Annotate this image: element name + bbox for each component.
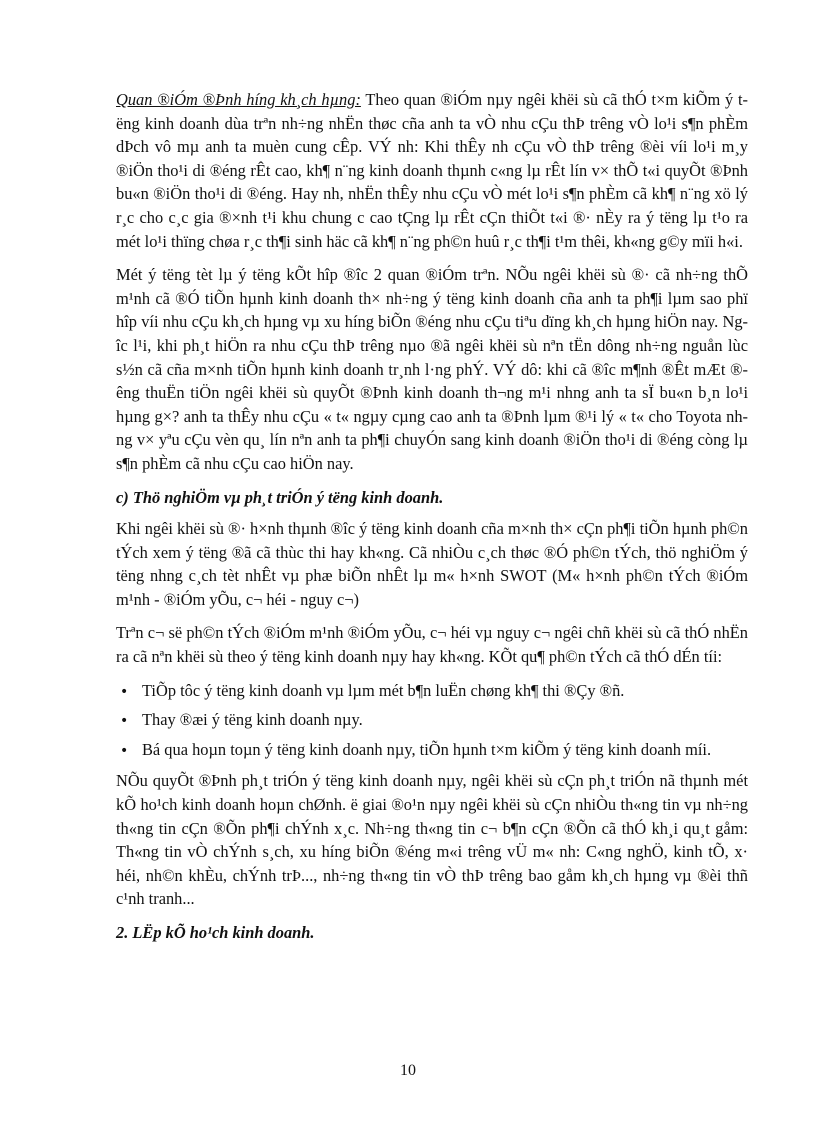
paragraph-customer-orientation bbox=[116, 88, 748, 253]
list-item bbox=[116, 738, 748, 762]
section-heading-c: c) Thö nghiÖm vµ ph¸t triÓn ý tëng kinh doanh. bbox=[116, 487, 444, 507]
list-item bbox=[116, 708, 748, 732]
paragraph-swot-results: Trªn c¬ së ph©n tÝch ®iÓm m¹nh ®iÓm yÕu, c¬ héi vµ nguy c¬ ngêi chñ khëi sù cã thÓ nhËn ra cã nªn khëi sù theo ý tëng kinh doanh nµy hay kh«ng. KÕt qu¶ ph©n tÝch cã thÓ dÉn tíi: bbox=[116, 623, 748, 667]
document-body bbox=[116, 88, 748, 953]
result-list bbox=[116, 679, 748, 762]
bullet-icon: • bbox=[120, 742, 129, 759]
paragraph-lead-term: Quan ®iÓm ®Þnh híng kh¸ch hµng: bbox=[116, 90, 361, 109]
list-item-text: Bá qua hoµn toµn ý tëng kinh doanh nµy, tiÕn hµnh t×m kiÕm ý tëng kinh doanh míi. bbox=[142, 739, 712, 759]
paragraph-business-plan-info: NÕu quyÕt ®Þnh ph¸t triÓn ý tëng kinh doanh nµy, ngêi khëi sù cÇn ph¸t triÓn nã thµnh mét kÕ ho¹ch kinh doanh hoµn chØnh. ë giai ®o¹n nµy ngêi khëi sù cÇn nhiÒu th«ng tin vµ nh÷ng th«ng tin cÇn ®Õn ph¶i chÝnh x¸c. Nh÷ng th«ng tin c¬ b¶n cÇn ®Õn cã thÓ kh¸i qu¸t gåm: Th«ng tin vÒ chÝnh s¸ch, xu híng biÕn ®éng m«i trêng vÜ m« nh: C«ng nghÖ, kinh tÕ, x· héi, nh©n khÈu, chÝnh trÞ..., nh÷ng th«ng tin vÒ thÞ trêng bao gåm kh¸ch hµng vµ ®èi thñ c¹nh tranh... bbox=[116, 771, 748, 909]
paragraph-swot-intro: Khi ngêi khëi sù ®· h×nh thµnh ®îc ý tëng kinh doanh cña m×nh th× cÇn ph¶i tiÕn hµnh ph©n tÝch xem ý tëng ®ã cã thùc thi hay kh«ng. Cã nhiÒu c¸ch thøc ®Ó ph©n tÝch, thö nghiÖm ý tëng nhng c¸ch tèt nhÊt vµ phæ biÕn nhÊt lµ m« h×nh SWOT (M« h×nh ph©n tÝch ®iÓm m¹nh - ®iÓm yÕu, c¬ héi - nguy c¬) bbox=[116, 519, 748, 609]
paragraph-text: Theo quan ®iÓm nµy ngêi khëi sù cã thÓ t×m kiÕm ý tëng kinh doanh dùa trªn nh÷ng nhËn thøc cña anh ta vÒ nhu cÇu thÞ trêng vÒ lo¹i s¶n phÈm dÞch vô mµ anh ta muèn cung cÊp. VÝ nh: Khi thÊy nh cÇu vÒ thÞ trêng ®èi víi lo¹i m¸y ®iÖn tho¹i di ®éng rÊt cao, kh¶ n¨ng kinh doanh thµnh c«ng lµ rÊt lín v× thÕ t«i quyÕt ®Þnh bu«n ®iÖn tho¹i di ®éng. Hay nh, nhËn thÊy nhu cÇu vÒ mét lo¹i s¶n phÈm cã kh¶ n¨ng xö lý r¸c cho c¸c gia ®×nh t¹i khu chung c cao tÇng lµ rÊt cÇn thiÕt t«i ®· nÈy ra ý tëng lµ t¹o ra mét lo¹i thïng chøa r¸c th¶i sinh häc cã kh¶ n¨ng ph©n huû r¸c th¶i t¹m thêi, kh«ng g©y mïi h«i. bbox=[116, 90, 748, 251]
paragraph-combined-ideas: Mét ý tëng tèt lµ ý tëng kÕt hîp ®îc 2 quan ®iÓm trªn. NÕu ngêi khëi sù ®· cã nh÷ng thÕ m¹nh cã ®Ó tiÕn hµnh kinh doanh th× nh÷ng ý tëng kinh doanh cña anh ta ph¶i lµm sao phï hîp víi nhu cÇu kh¸ch hµng vµ xu híng biÕn ®éng nhu cÇu tiªu dïng kh¸ch hµng hiÖn nay. Ngîc l¹i, khi ph¸t hiÖn ra nhu cÇu thÞ trêng nµo ®ã ngêi khëi sù nªn tËn dông nh÷ng nguån lùc s½n cã cña m×nh tiÕn hµnh kinh doanh tr¸nh l·ng phÝ. VÝ dô: khi cã ®îc m¶nh ®Êt mÆt ®êng thuËn tiÖn ngêi khëi sù quyÕt ®Þnh kinh doanh th¬ng m¹i nhng anh ta sÏ bu«n b¸n lo¹i hµng g×? anh ta thÊy nhu cÇu « t« ngµy cµng cao anh ta ®Þnh lµm ®¹i lý « t« cho Toyota nhng v× yªu cÇu vèn qu¸ lín nªn anh ta ph¶i chuyÓn sang kinh doanh ®iÖn tho¹i di ®éng còng lµ s¶n phÈm cã nhu cÇu cao hiÖn nay. bbox=[116, 265, 748, 473]
list-item-text: TiÕp tôc ý tëng kinh doanh vµ lµm mét b¶n luËn chøng kh¶ thi ®Çy ®ñ. bbox=[142, 680, 625, 700]
list-item-text: Thay ®æi ý tëng kinh doanh nµy. bbox=[142, 710, 363, 730]
bullet-icon: • bbox=[120, 713, 129, 730]
list-item bbox=[116, 679, 748, 703]
bullet-icon: • bbox=[120, 683, 129, 700]
section-heading-2: 2. LËp kÕ ho¹ch kinh doanh. bbox=[116, 923, 315, 942]
page-number: 10 bbox=[400, 1062, 416, 1079]
